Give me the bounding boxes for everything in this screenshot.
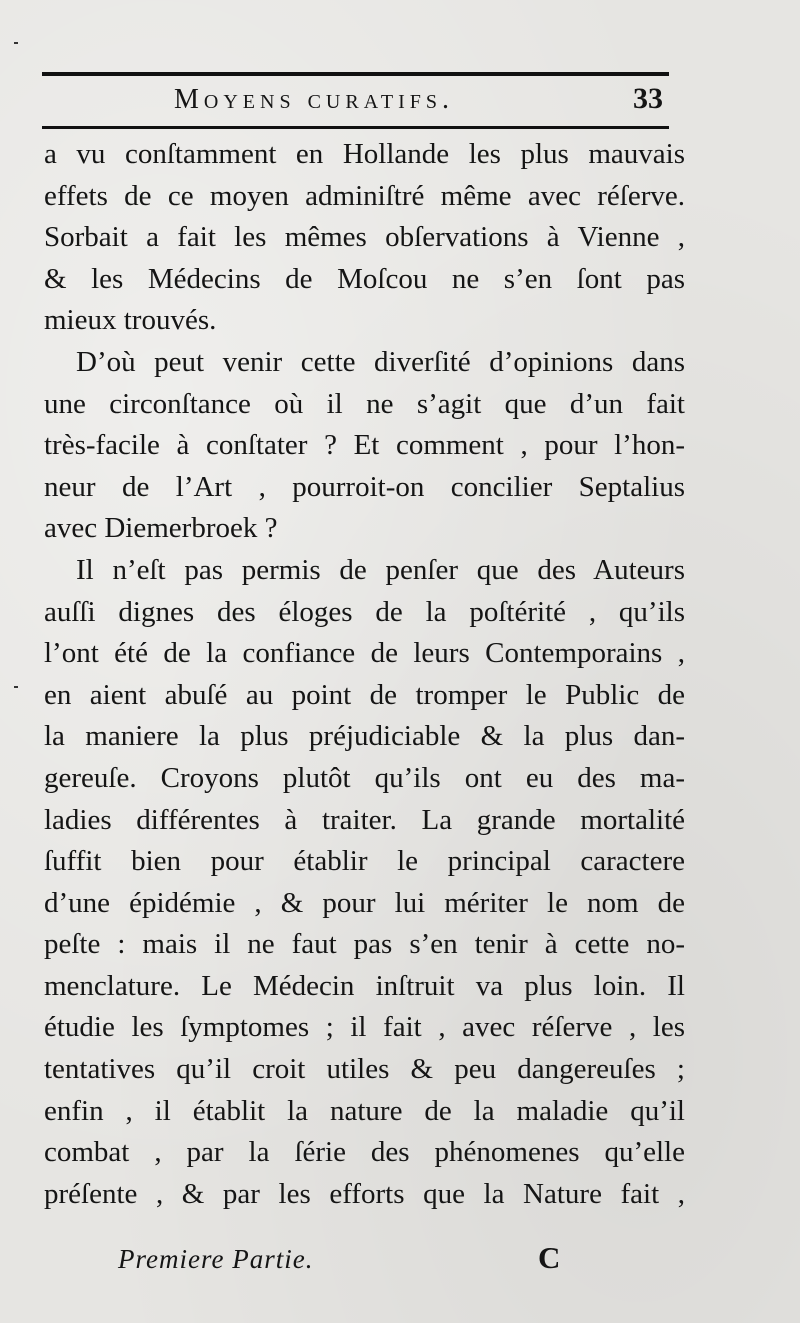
text-line: & les Médecins de Moſcou ne s’en ſont pas (44, 262, 685, 295)
text-line: étudie les ſymptomes ; il fait , avec réſerve , les (44, 1011, 685, 1044)
text-line: en aient abuſé au point de tromper le Public de (44, 678, 685, 711)
text-line: D’où peut venir cette diverſité d’opinions dans (76, 345, 685, 378)
text-line: l’ont été de la confiance de leurs Contemporains , (44, 637, 685, 670)
page-footer (118, 1240, 578, 1284)
text-line: ſuffit bien pour établir le principal caractere (44, 845, 685, 878)
text-line: a vu conſtamment en Hollande les plus mauvais (44, 138, 685, 170)
running-head-title: Moyens curatifs. (174, 84, 455, 115)
text-line: effets de ce moyen adminiſtré même avec réſerve. (44, 179, 685, 212)
header-rule-top (42, 72, 669, 76)
text-line: Sorbait a fait les mêmes obſervations à Vienne , (44, 221, 685, 254)
margin-mark (14, 42, 18, 44)
text-line: très-facile à conſtater ? Et comment , pour l’hon- (44, 429, 685, 462)
text-line: Il n’eſt pas permis de penſer que des Auteurs (76, 553, 685, 586)
text-line: combat , par la ſérie des phénomenes qu’elle (44, 1136, 685, 1169)
text-line: avec Diemerbroek ? (44, 512, 278, 545)
signature-mark: C (538, 1240, 561, 1275)
text-line: gereuſe. Croyons plutôt qu’ils ont eu des ma- (44, 761, 685, 794)
text-line: neur de l’Art , pourroit-on concilier Septalius (44, 470, 685, 503)
text-line: peſte : mais il ne faut pas s’en tenir à cette no- (44, 928, 685, 961)
margin-mark (14, 686, 18, 688)
running-head (42, 80, 669, 120)
text-line: préſente , & par les efforts que la Nature fait , (44, 1177, 685, 1210)
text-line: une circonſtance où il ne s’agit que d’un fait (44, 387, 685, 420)
text-line: ladies différentes à traiter. La grande mortalité (44, 803, 685, 836)
text-line: auſſi dignes des éloges de la poſtérité , qu’ils (44, 595, 685, 628)
text-line: d’une épidémie , & pour lui mériter le nom de (44, 886, 685, 919)
text-line: mieux trouvés. (44, 304, 217, 337)
text-line: la maniere la plus préjudiciable & la plus dan- (44, 720, 685, 753)
text-line: enfin , il établit la nature de la maladie qu’il (44, 1094, 685, 1127)
text-line: menclature. Le Médecin inſtruit va plus loin. Il (44, 969, 685, 1002)
body-text (44, 134, 685, 1215)
page-number: 33 (633, 82, 663, 115)
footer-part-title: Premiere Partie. (118, 1244, 314, 1274)
header-rule-bottom (42, 126, 669, 129)
text-line: tentatives qu’il croit utiles & peu dangereuſes ; (44, 1053, 685, 1086)
